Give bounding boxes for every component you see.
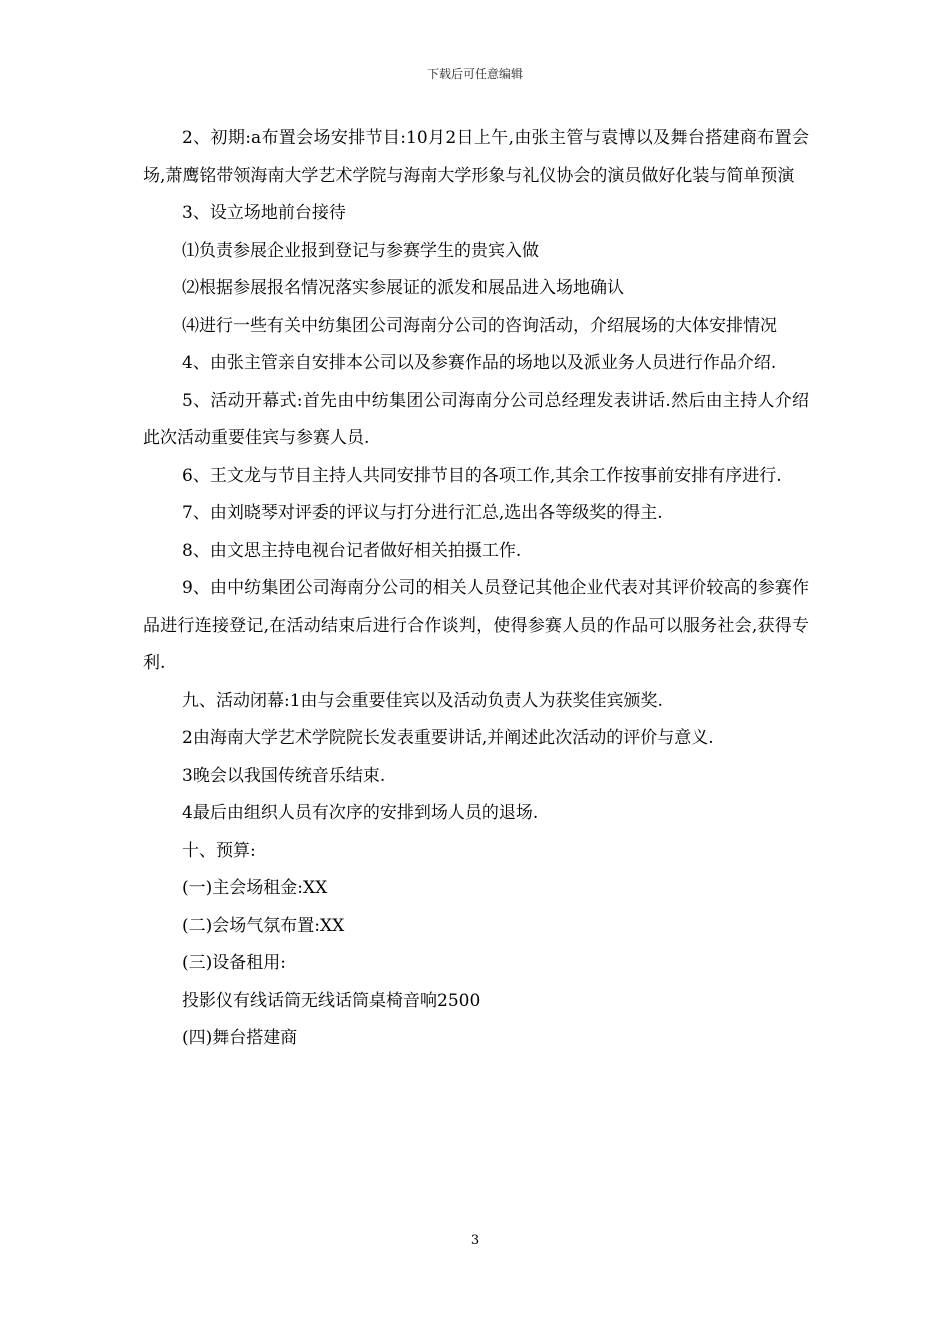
paragraph: 5、活动开幕式:首先由中纺集团公司海南分公司总经理发表讲话.然后由主持人介绍此次活动重要佳宾与参赛人员.	[143, 390, 809, 448]
paragraph: 8、由文思主持电视台记者做好相关拍摄工作.	[182, 540, 522, 561]
paragraph: 投影仪有线话筒无线话筒桌椅音响2500	[182, 990, 481, 1011]
paragraph: 3、设立场地前台接待	[182, 203, 346, 223]
paragraph: (二)会场气氛布置:XX	[182, 915, 345, 936]
document-body	[143, 120, 809, 1058]
page-number: 3	[470, 1233, 480, 1248]
paragraph: 6、王文龙与节目主持人共同安排节目的各项工作,其余工作按事前安排有序进行.	[182, 465, 782, 486]
paragraph: 3晚会以我国传统音乐结束.	[182, 765, 386, 786]
paragraph: (三)设备租用:	[182, 953, 286, 973]
paragraph: ⑴负责参展企业报到登记与参赛学生的贵宾入做	[182, 240, 539, 261]
paragraph: 十、预算:	[182, 840, 256, 861]
paragraph: ⑷进行一些有关中纺集团公司海南分公司的咨询活动，介绍展场的大体安排情况	[182, 315, 777, 336]
paragraph: (四)舞台搭建商	[182, 1028, 298, 1048]
paragraph: ⑵根据参展报名情况落实参展证的派发和展品进入场地确认	[182, 278, 624, 298]
page-header: 下载后可任意编辑	[426, 67, 523, 81]
paragraph: 4最后由组织人员有次序的安排到场人员的退场.	[182, 803, 539, 823]
paragraph: 2由海南大学艺术学院院长发表重要讲话,并阐述此次活动的评价与意义.	[182, 728, 714, 748]
paragraph: (一)主会场租金:XX	[182, 878, 328, 898]
paragraph: 2、初期:a布置会场安排节目:10月2日上午,由张主管与袁博以及舞台搭建商布置会场,萧鹰铭带领海南大学艺术学院与海南大学形象与礼仪协会的演员做好化装与简单预演	[143, 128, 809, 186]
paragraph: 4、由张主管亲自安排本公司以及参赛作品的场地以及派业务人员进行作品介绍.	[182, 353, 777, 373]
paragraph: 9、由中纺集团公司海南分公司的相关人员登记其他企业代表对其评价较高的参赛作品进行连接登记,在活动结束后进行合作谈判，使得参赛人员的作品可以服务社会,获得专利.	[143, 578, 809, 673]
paragraph: 7、由刘晓琴对评委的评议与打分进行汇总,选出各等级奖的得主.	[182, 503, 663, 523]
paragraph: 九、活动闭幕:1由与会重要佳宾以及活动负责人为获奖佳宾颁奖.	[182, 690, 663, 711]
